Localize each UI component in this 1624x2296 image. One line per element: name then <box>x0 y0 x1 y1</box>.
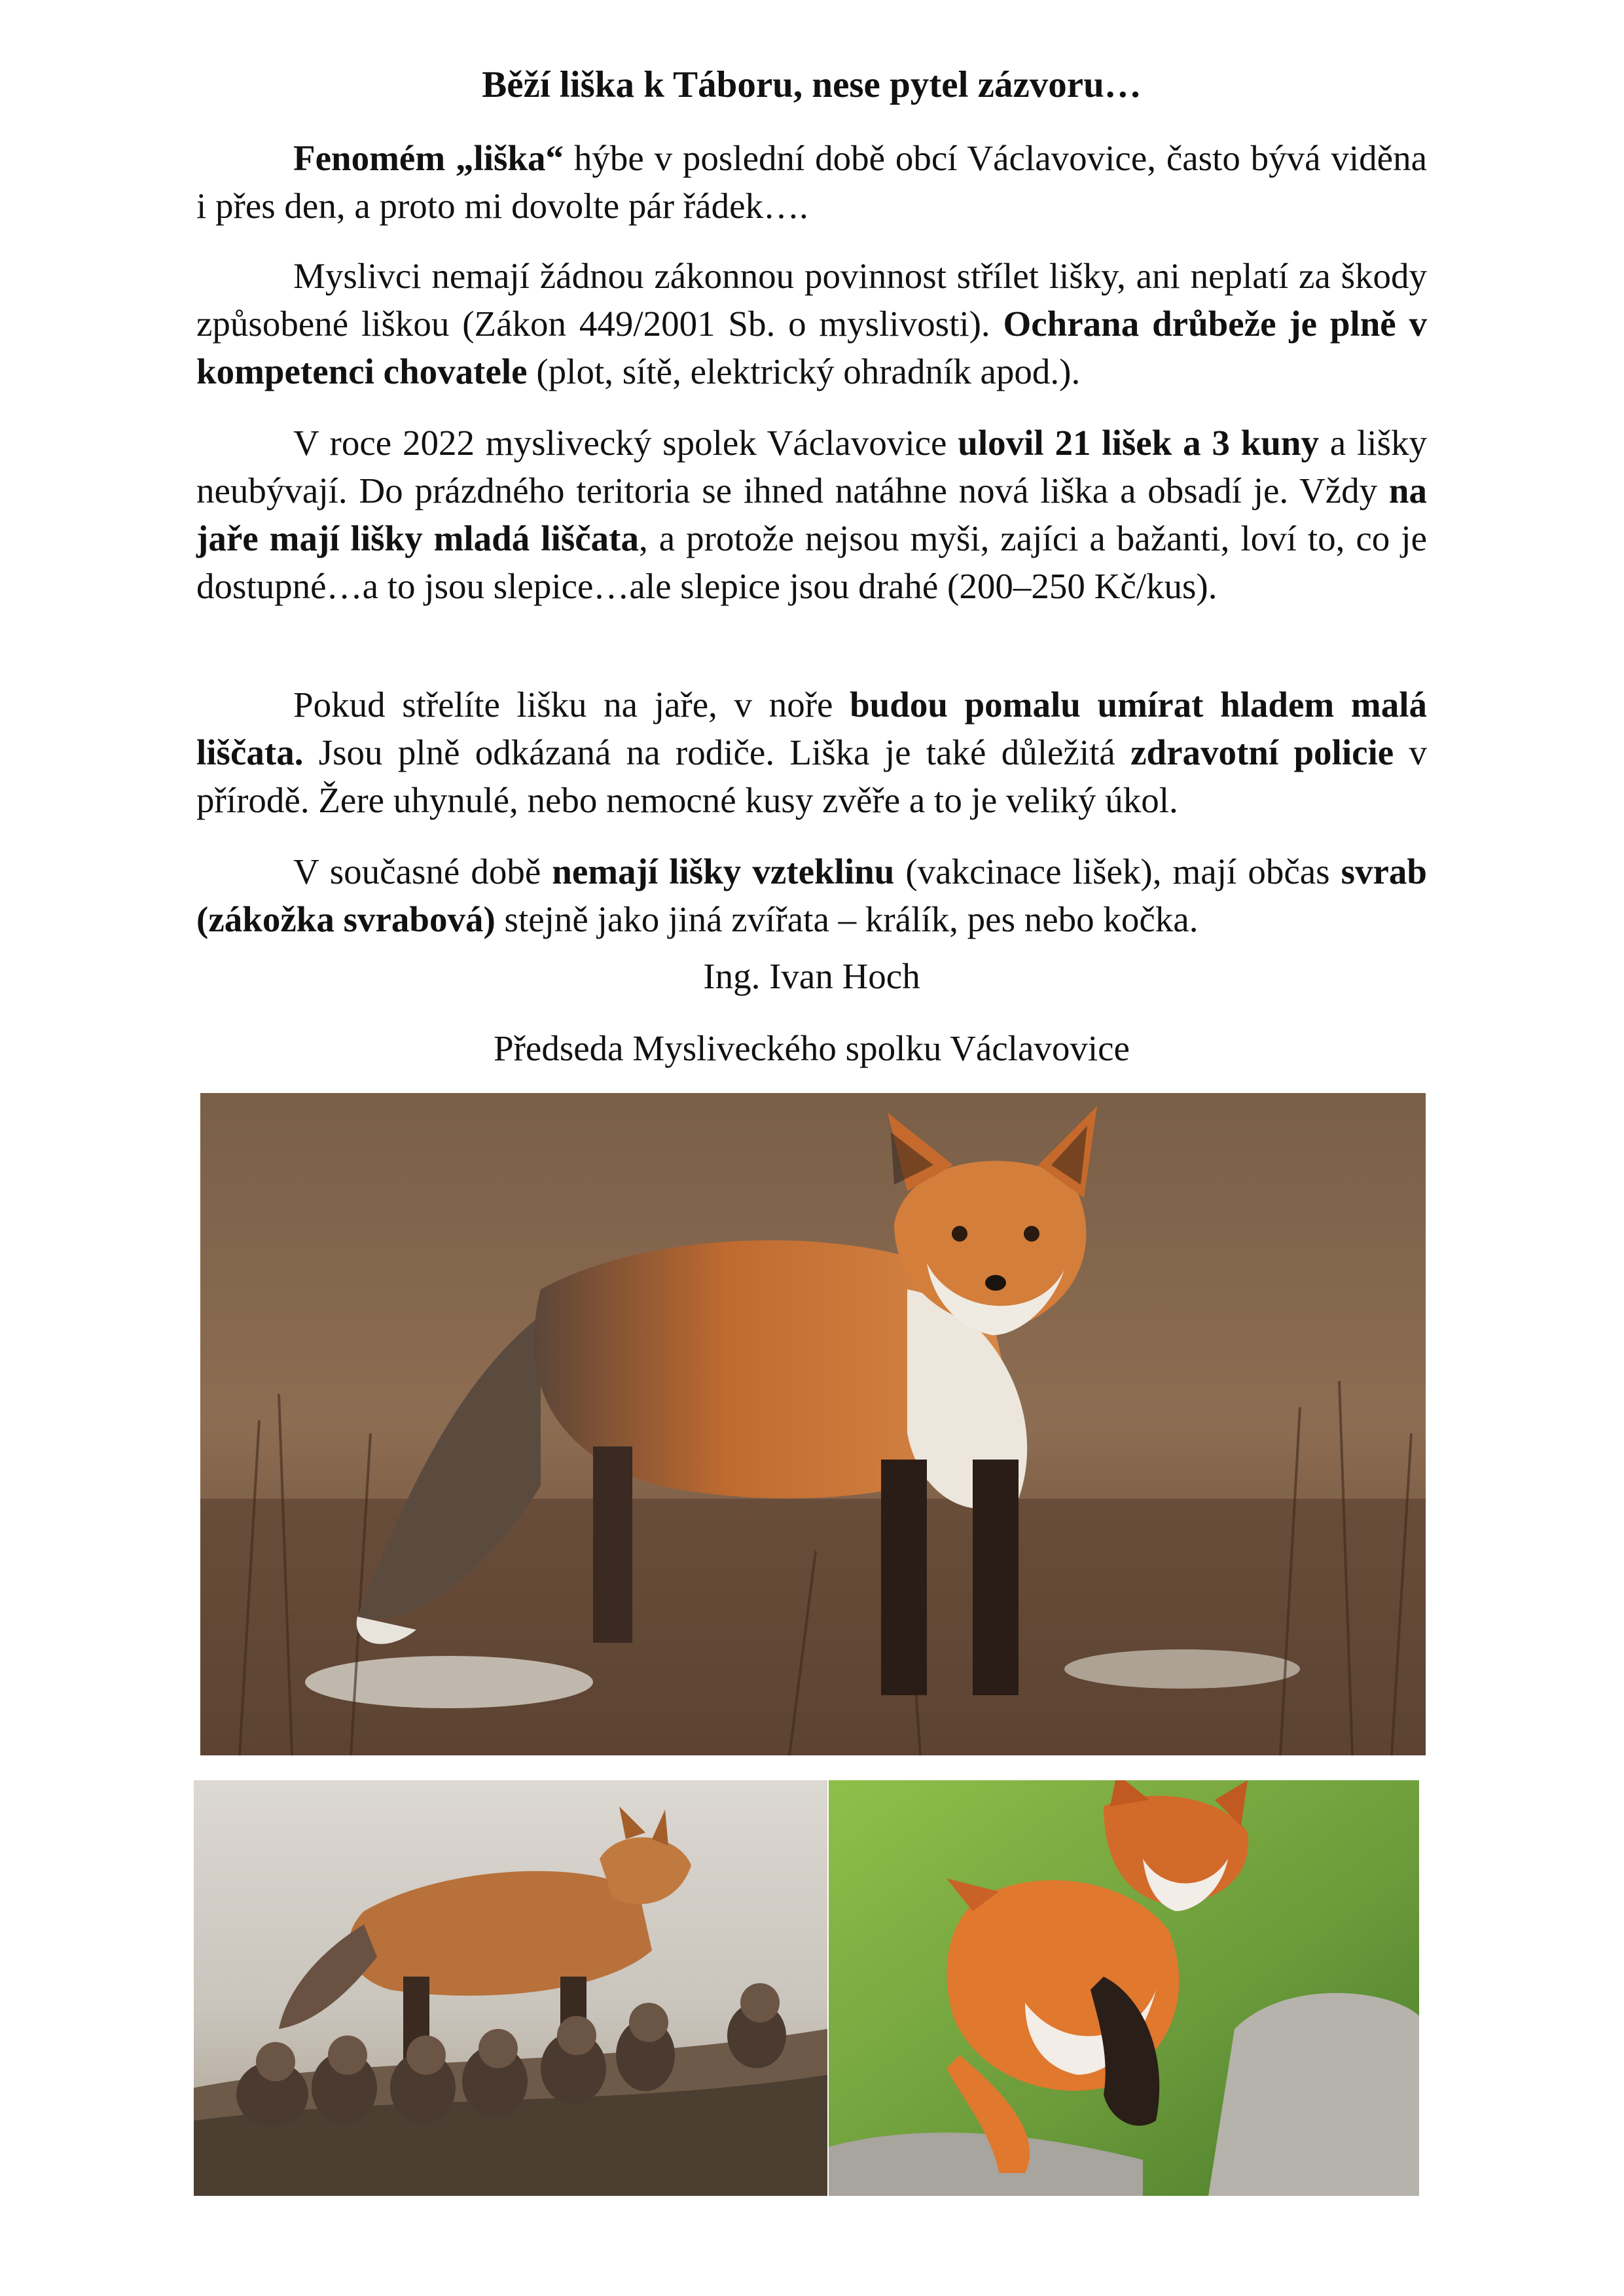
bold-text-run: Ochrana drůbeže je plně v kompetenci chovatele <box>196 304 1428 391</box>
paragraph-5 <box>196 848 1427 943</box>
bold-text-run: na jaře mají lišky mladá liščata <box>196 471 1427 558</box>
text-run: Myslivci nemají žádnou zákonnou povinnost střílet lišky, ani neplatí za škody způsobené liškou (Zákon 449/2001 Sb. o myslivosti). <box>196 256 1427 344</box>
text-run: Jsou plně odkázaná na rodiče. Liška je také důležitá <box>303 732 1131 772</box>
text-run: (vakcinace lišek), mají občas <box>894 852 1341 891</box>
bold-text-run: zdravotní policie <box>1130 732 1394 772</box>
signature-role: Předseda Mysliveckého spolku Václavovice <box>494 1028 1130 1068</box>
text-run: Pokud střelíte lišku na jaře, v noře <box>293 685 850 725</box>
text-run: V roce 2022 myslivecký spolek Václavovice <box>293 423 958 463</box>
bold-text-run: nemají lišky vzteklinu <box>552 852 895 891</box>
article-title: Běží liška k Táboru, nese pytel zázvoru… <box>482 64 1142 105</box>
paragraph-3 <box>196 419 1427 610</box>
vixen-with-cubs-photo <box>194 1780 827 2196</box>
text-run: v přírodě. Žere uhynulé, nebo nemocné kusy zvěře a to je veliký úkol. <box>196 732 1428 820</box>
signature-name: Ing. Ivan Hoch <box>703 956 920 996</box>
bold-text-run: budou pomalu umírat hladem malá liščata. <box>196 685 1427 772</box>
paragraph-2 <box>196 252 1427 395</box>
text-run: a lišky neubývají. Do prázdného teritoria se ihned natáhne nová liška a obsadí je. Vždy <box>196 423 1427 511</box>
text-run: stejně jako jiná zvířata – králík, pes nebo kočka. <box>495 899 1199 939</box>
bold-text-run: Fenomém „liška“ <box>293 138 564 178</box>
text-run: , a protože nejsou myši, zajíci a bažanti, loví to, co je dostupné…a to jsou slepice…ale slepice jsou drahé (200–250 Kč/kus). <box>196 518 1427 606</box>
bold-text-run: svrab (zákožka svrabová) <box>196 852 1427 939</box>
playing-fox-cubs-photo <box>829 1780 1419 2196</box>
text-run: V současné době <box>293 852 552 891</box>
fox-standing-photo <box>200 1093 1426 1755</box>
bold-text-run: ulovil 21 lišek a 3 kuny <box>958 423 1319 463</box>
text-run: hýbe v poslední době obcí Václavovice, často bývá viděna i přes den, a proto mi dovolte pár řádek…. <box>196 138 1427 226</box>
text-run: (plot, sítě, elektrický ohradník apod.). <box>527 351 1081 391</box>
paragraph-4 <box>196 681 1427 824</box>
paragraph-1 <box>196 134 1427 230</box>
